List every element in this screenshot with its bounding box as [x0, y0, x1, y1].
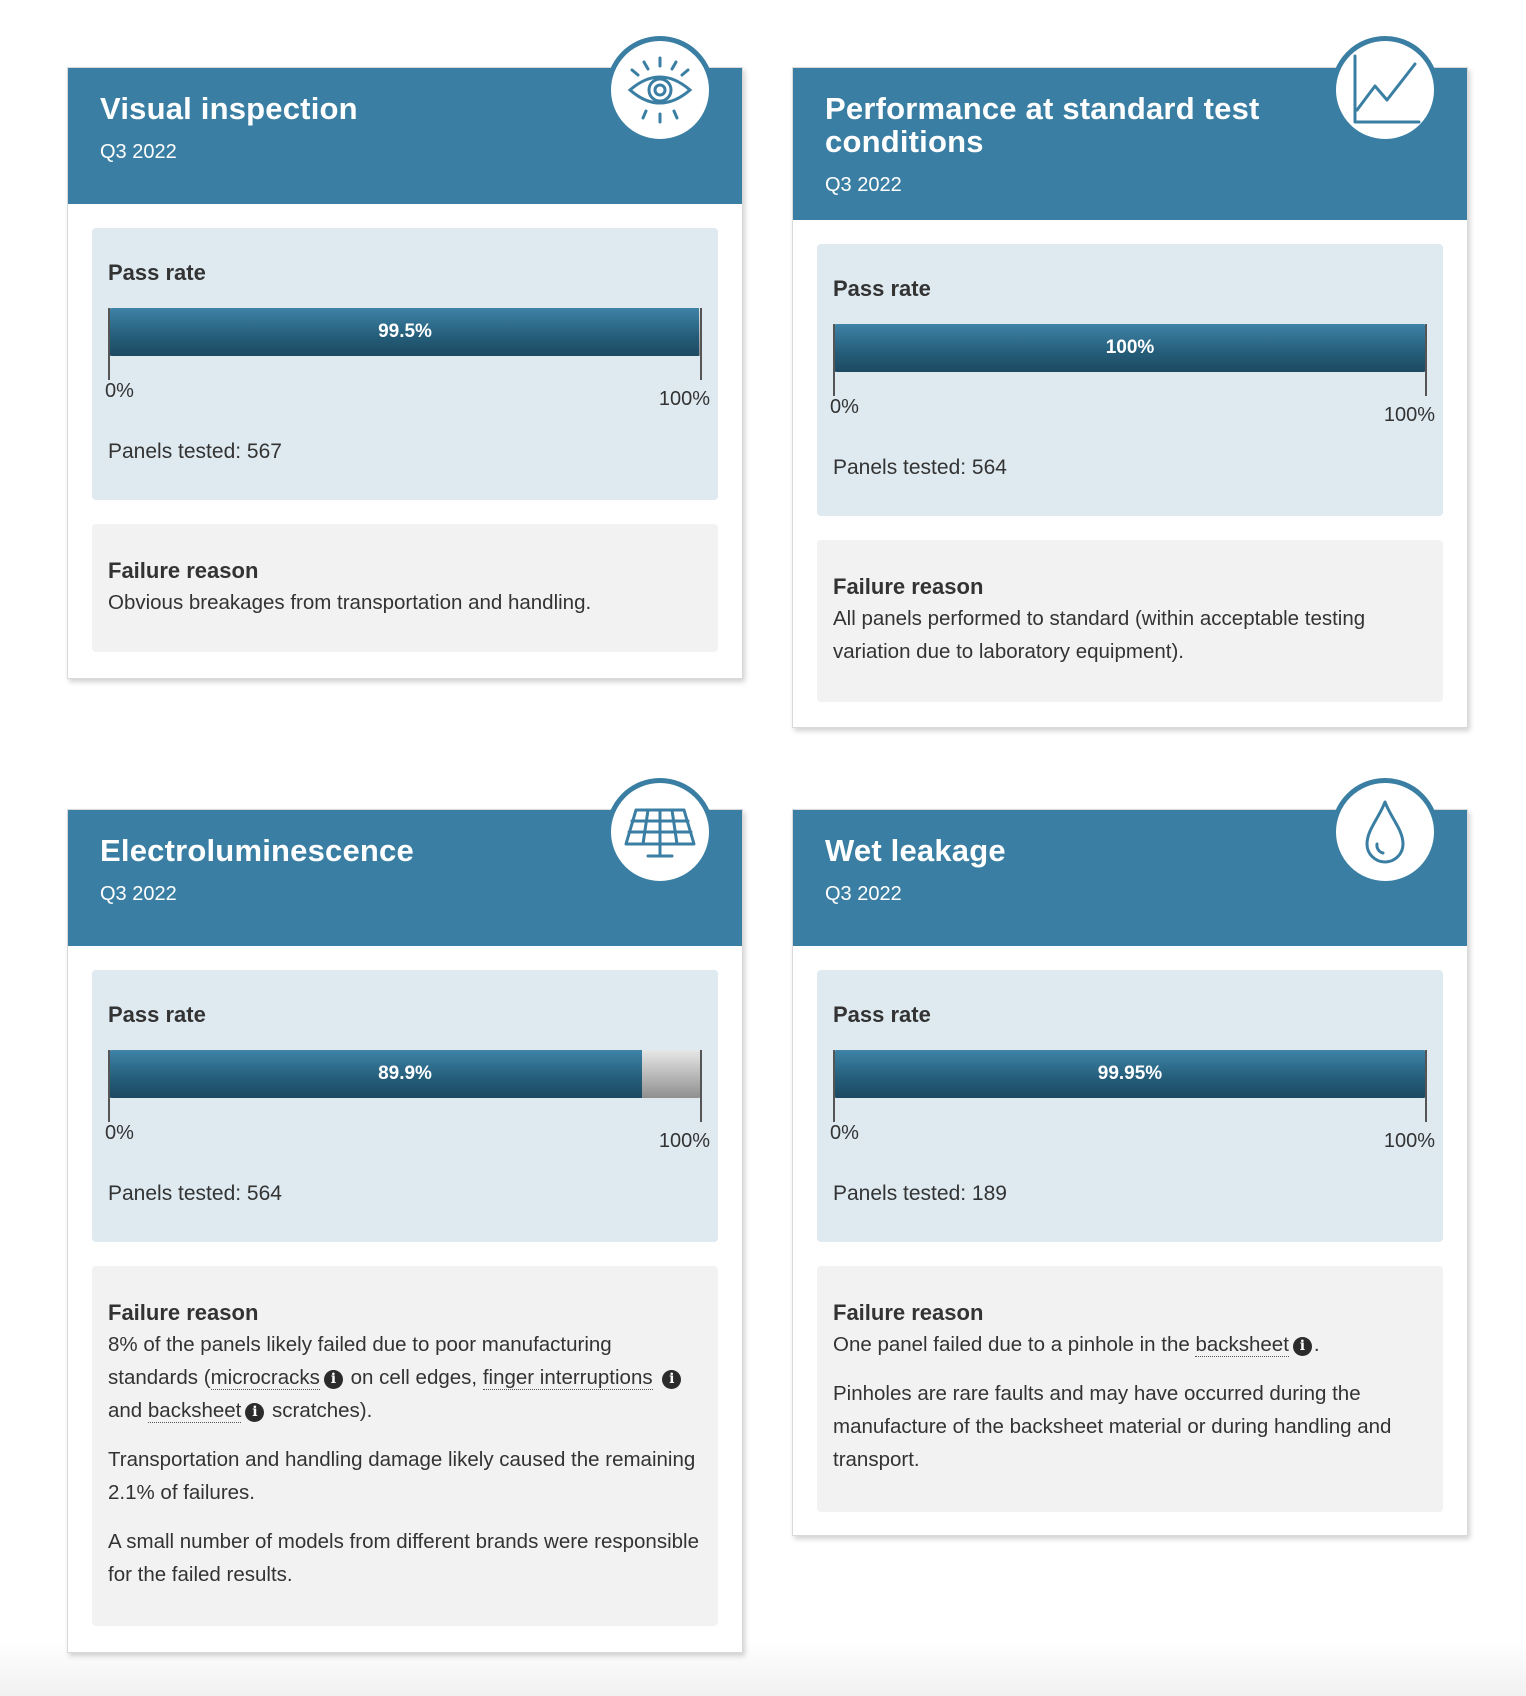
pass-rate-label: Pass rate — [108, 1002, 206, 1027]
pass-rate-bar — [833, 1050, 1427, 1098]
failure-reason-panel — [817, 540, 1443, 702]
eye-icon — [606, 36, 714, 144]
info-icon[interactable]: i — [1293, 1337, 1312, 1356]
pass-rate-bar — [833, 324, 1427, 372]
failure-text-segment: 8% of the panels likely failed due to poor manufacturing standards ( — [108, 1333, 612, 1389]
card-electroluminescence — [67, 809, 743, 1653]
failure-reason-title: Failure reason — [108, 1300, 259, 1325]
water-drop-icon — [1331, 778, 1439, 886]
card-wet-leakage — [792, 809, 1468, 1536]
failure-reason-panel — [92, 524, 718, 652]
axis-tick-max — [700, 1050, 702, 1122]
failure-reason-paragraph — [108, 1328, 702, 1427]
axis-max-label: 100% — [1383, 404, 1435, 426]
axis-min-label: 0% — [830, 396, 859, 418]
glossary-term-microcracks[interactable]: microcracks — [210, 1366, 320, 1389]
axis-max-label: 100% — [658, 1130, 710, 1152]
axis-max-label: 100% — [1383, 1130, 1435, 1152]
axis-min-label: 0% — [105, 380, 134, 402]
failure-reason-paragraph — [833, 1328, 1427, 1361]
panels-tested: Panels tested: 189 — [833, 1182, 1007, 1205]
glossary-term-backsheet[interactable]: backsheet — [1195, 1333, 1289, 1356]
axis-tick-min — [833, 1050, 835, 1122]
card-visual-inspection — [67, 67, 743, 679]
card-period: Q3 2022 — [100, 141, 177, 163]
pass-rate-label: Pass rate — [833, 276, 931, 301]
pass-rate-panel — [92, 970, 718, 1242]
pass-rate-bar — [108, 1050, 702, 1098]
failure-reason-paragraph: Transportation and handling damage likely caused the remaining 2.1% of failures. — [108, 1448, 696, 1504]
pass-rate-value: 99.5% — [378, 321, 432, 342]
card-period: Q3 2022 — [100, 883, 177, 905]
card-title: Electroluminescence — [100, 833, 414, 868]
card-performance — [792, 67, 1468, 728]
panels-tested: Panels tested: 564 — [108, 1182, 282, 1205]
axis-tick-min — [108, 1050, 110, 1122]
pass-rate-panel — [92, 228, 718, 500]
failure-reason-text: Obvious breakages from transportation and handling. — [108, 591, 592, 614]
failure-text-segment: . — [1313, 1333, 1320, 1356]
glossary-term-finger-interruptions[interactable]: finger interruptions — [482, 1366, 653, 1389]
axis-tick-max — [1425, 1050, 1427, 1122]
axis-tick-min — [833, 324, 835, 396]
solar-panel-icon — [606, 778, 714, 886]
axis-tick-min — [108, 308, 110, 380]
info-icon[interactable]: i — [324, 1370, 343, 1389]
pass-rate-panel — [817, 970, 1443, 1242]
info-icon[interactable]: i — [245, 1403, 264, 1422]
failure-text-segment: One panel failed due to a pinhole in the — [833, 1333, 1196, 1356]
pass-rate-label: Pass rate — [833, 1002, 931, 1027]
failure-reason-title: Failure reason — [833, 1300, 984, 1325]
axis-min-label: 0% — [105, 1122, 134, 1144]
failure-reason-text: All panels performed to standard (within acceptable testing variation due to laboratory equipment). — [833, 607, 1366, 663]
failure-reason-panel — [92, 1266, 718, 1626]
info-icon[interactable]: i — [662, 1370, 681, 1389]
failure-reason-title: Failure reason — [108, 558, 259, 583]
card-title: Performance at standard test conditions — [825, 91, 1260, 159]
failure-reason-paragraph: Pinholes are rare faults and may have occurred during the manufacture of the backsheet material or during handling and transport. — [833, 1382, 1392, 1471]
panels-tested: Panels tested: 567 — [108, 440, 282, 463]
axis-min-label: 0% — [830, 1122, 859, 1144]
failure-reason-paragraph: A small number of models from different brands were responsible for the failed results. — [108, 1530, 699, 1586]
axis-tick-max — [1425, 324, 1427, 396]
pass-rate-bar — [108, 308, 702, 356]
glossary-term-backsheet[interactable]: backsheet — [147, 1399, 242, 1422]
card-title: Wet leakage — [825, 833, 1006, 868]
failure-text-segment: scratches). — [266, 1399, 373, 1422]
failure-reason-title: Failure reason — [833, 574, 984, 599]
axis-tick-max — [700, 308, 702, 380]
card-period: Q3 2022 — [825, 174, 902, 196]
pass-rate-panel — [817, 244, 1443, 516]
panels-tested: Panels tested: 564 — [833, 456, 1007, 479]
pass-rate-value: 99.95% — [1097, 1063, 1163, 1084]
failure-text-segment: and — [108, 1399, 148, 1422]
card-title: Visual inspection — [100, 91, 358, 126]
line-chart-icon — [1331, 36, 1439, 144]
axis-max-label: 100% — [658, 388, 710, 410]
pass-rate-value: 89.9% — [378, 1063, 432, 1084]
failure-reason-panel — [817, 1266, 1443, 1512]
card-period: Q3 2022 — [825, 883, 902, 905]
failure-text-segment: on cell edges, — [344, 1366, 483, 1389]
pass-rate-value: 100% — [1105, 337, 1155, 358]
pass-rate-label: Pass rate — [108, 260, 206, 285]
